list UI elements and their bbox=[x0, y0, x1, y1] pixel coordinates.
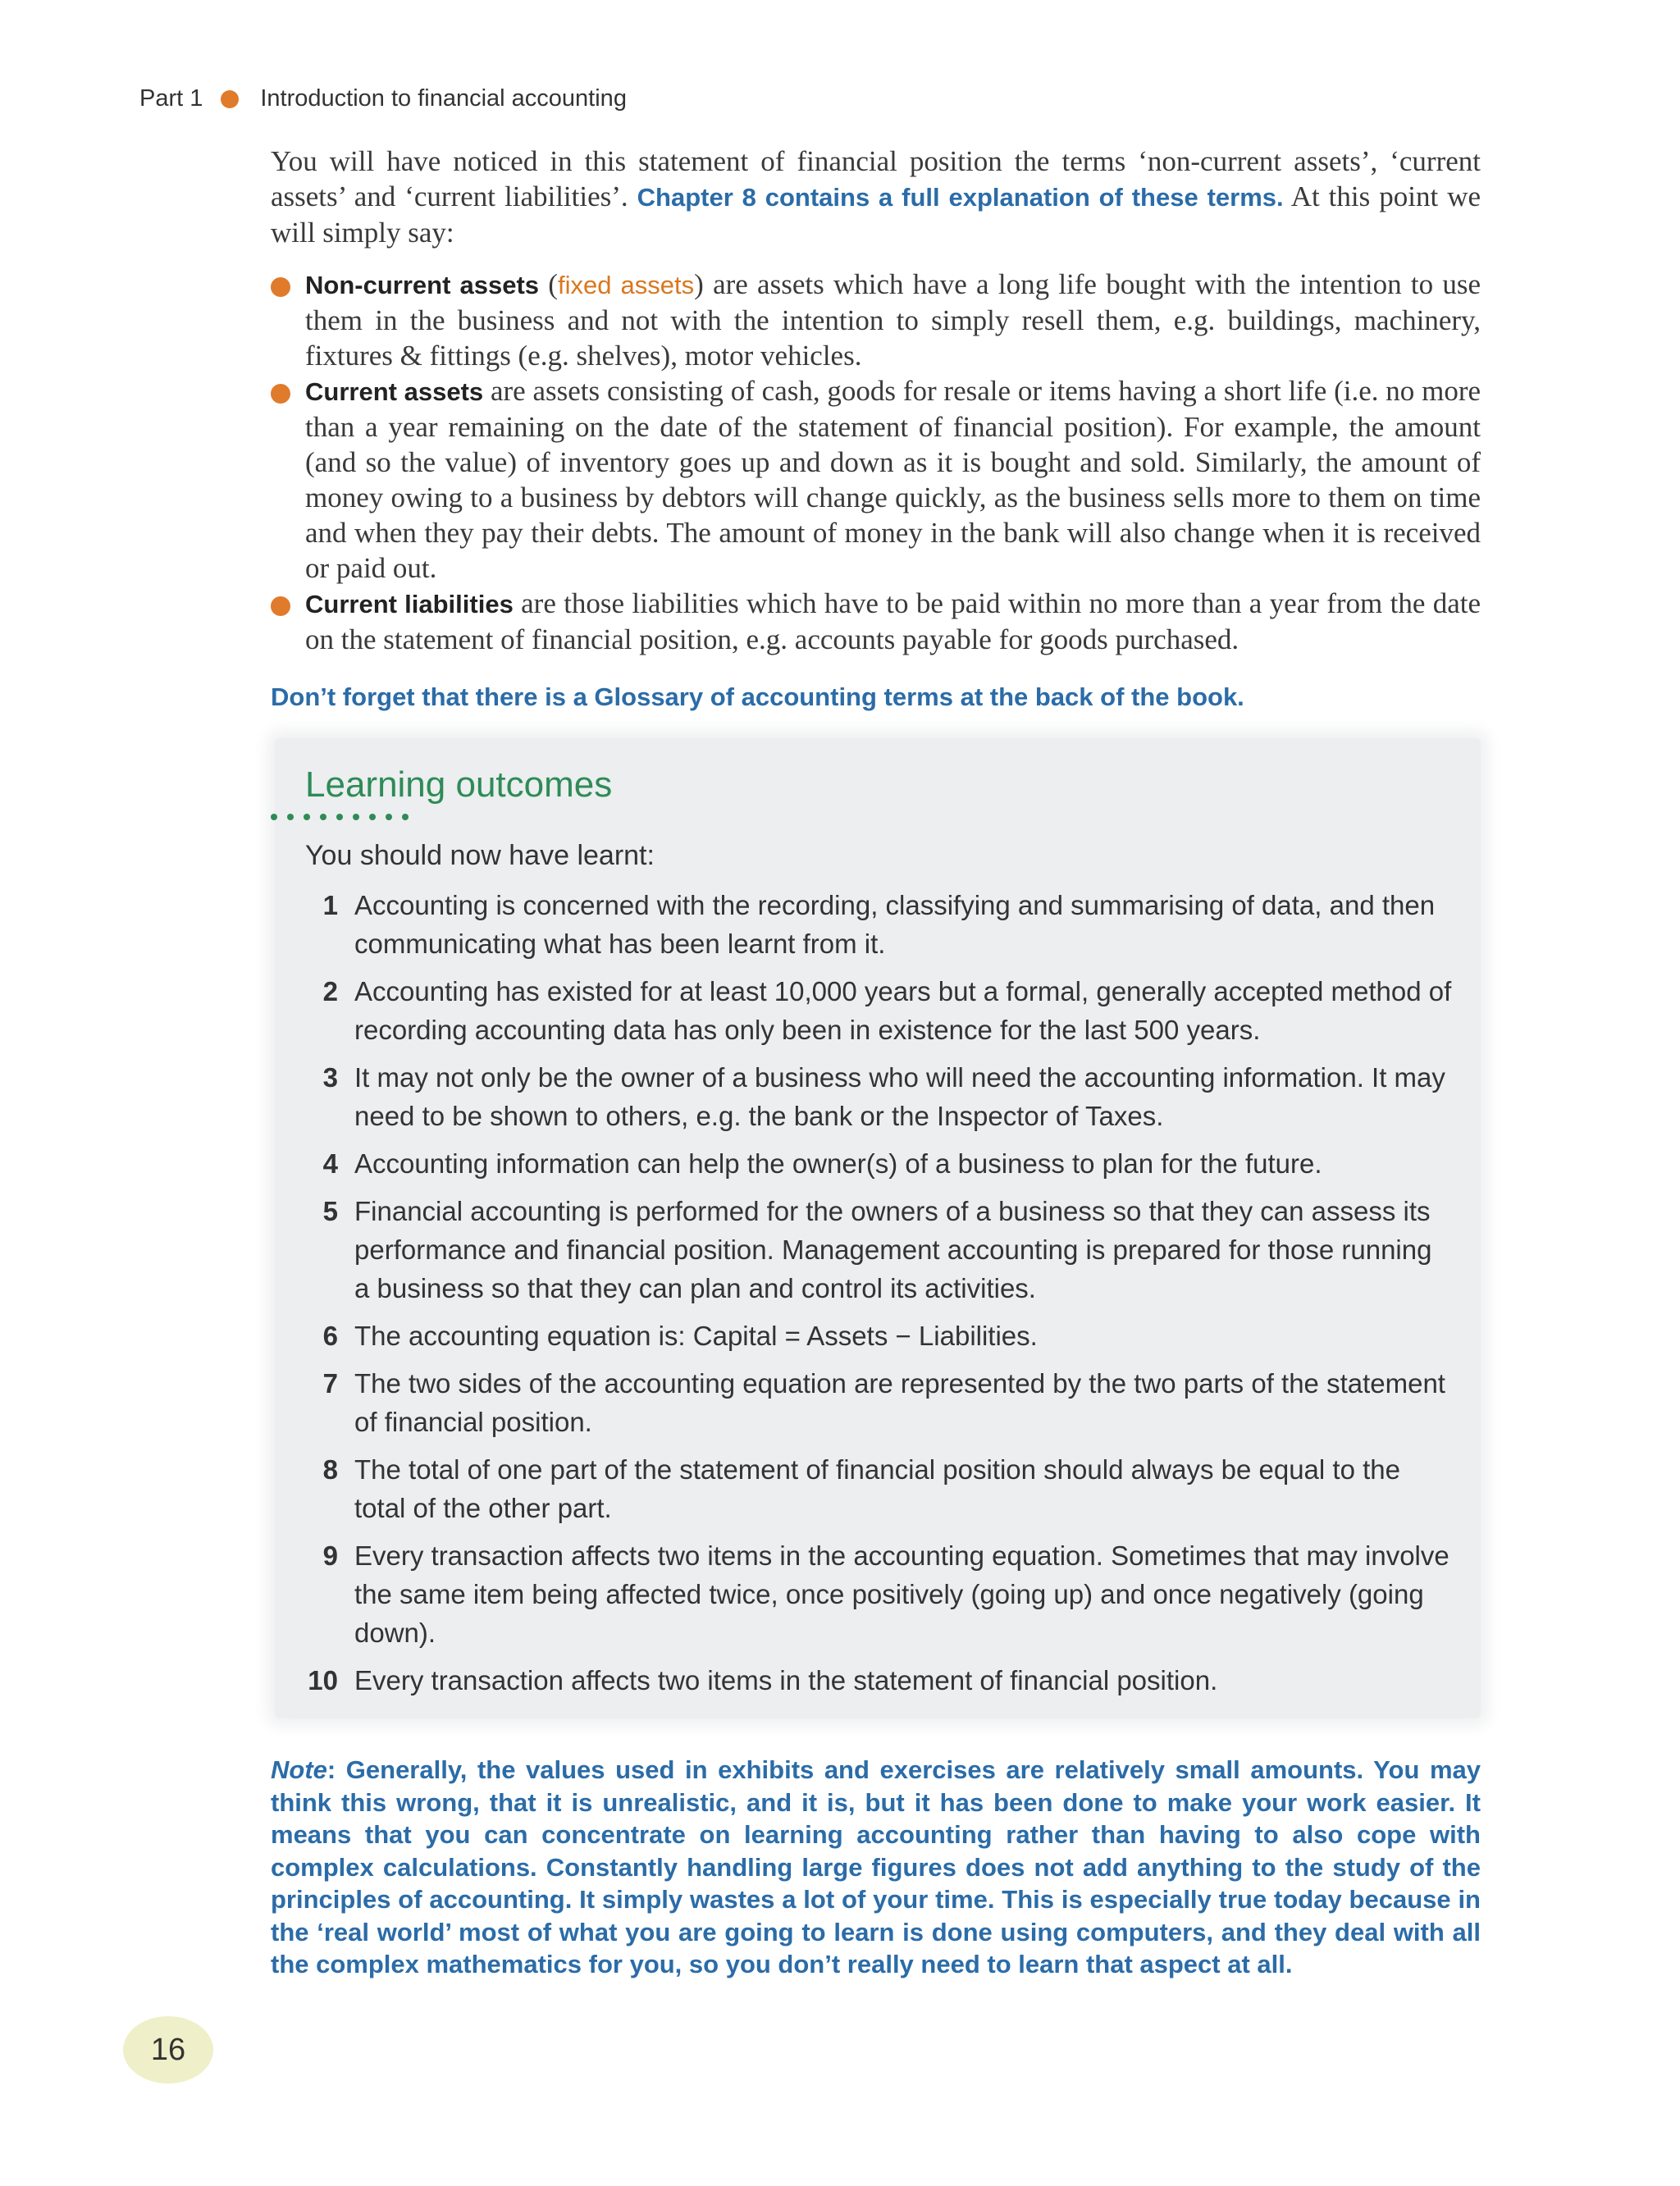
definitions-list bbox=[271, 267, 1481, 657]
outcome-item bbox=[305, 1058, 1454, 1135]
outcome-text: The total of one part of the statement of financial position should always be equal to the total of the other part. bbox=[354, 1454, 1400, 1523]
definition-text: ) are assets which have a long life bought with the intention to use them in the business and not with the intention to simply resell them, e.g. buildings, machinery, fixtures & fittings (e.g. shelves), motor vehicles. bbox=[305, 268, 1481, 372]
intro-text-before: You will have noticed in this statement of financial position the terms ‘non-current assets’, ‘current assets’ and ‘current liabilities’. bbox=[271, 145, 1481, 212]
definition-item bbox=[271, 373, 1481, 586]
part-label: Part 1 bbox=[139, 85, 203, 112]
outcome-item bbox=[305, 1144, 1454, 1183]
outcome-text: The accounting equation is: Capital = Assets − Liabilities. bbox=[354, 1321, 1038, 1351]
outcome-text: Accounting information can help the owner(s) of a business to plan for the future. bbox=[354, 1148, 1322, 1179]
bullet-icon bbox=[271, 277, 290, 297]
page-number: 16 bbox=[123, 2016, 213, 2083]
note-text: : Generally, the values used in exhibits and exercises are relatively small amounts. You may think this wrong, that it is unrealistic, and it is, but it has been done to make your work easier. It means that you can concentrate on learning accounting rather than having to also cope with complex calculations. Constantly handling large figures does not add anything to the study of the principles of accounting. It simply wastes a lot of your time. This is especially true today because in the ‘real world’ most of what you are going to learn is done using computers, and they deal with all the complex mathematics for you, so you don’t really need to learn that aspect at all. bbox=[271, 1755, 1481, 1978]
intro-text-after: At this point we will simply say: bbox=[271, 180, 1481, 249]
outcome-item bbox=[305, 1317, 1454, 1355]
outcome-text: Accounting is concerned with the recording, classifying and summarising of data, and then communicating what has been learnt from it. bbox=[354, 890, 1436, 959]
bullet-icon bbox=[271, 596, 290, 616]
outcome-item bbox=[305, 1661, 1454, 1700]
outcome-item bbox=[305, 1450, 1454, 1527]
bullet-icon bbox=[271, 384, 290, 404]
outcome-number: 8 bbox=[322, 1454, 338, 1485]
alternative-term: fixed assets bbox=[557, 271, 695, 299]
definition-item bbox=[271, 267, 1481, 373]
definition-paren: ( bbox=[539, 268, 558, 300]
chapter-reference: Chapter 8 contains a full explanation of these terms. bbox=[637, 183, 1284, 212]
glossary-reminder: Don’t forget that there is a Glossary of accounting terms at the back of the book. bbox=[271, 682, 1244, 711]
outcome-item bbox=[305, 1192, 1454, 1307]
outcome-item bbox=[305, 1364, 1454, 1441]
intro-paragraph bbox=[271, 144, 1481, 250]
note-paragraph bbox=[271, 1754, 1481, 1981]
learning-outcomes-list bbox=[305, 886, 1454, 1709]
outcome-number: 10 bbox=[308, 1665, 338, 1695]
outcome-number: 3 bbox=[322, 1062, 338, 1093]
definition-term: Current assets bbox=[305, 377, 484, 406]
outcome-text: Financial accounting is performed for the owners of a business so that they can assess its performance and financial position. Management accounting is prepared for those running a business so that they can plan and control its activities. bbox=[354, 1196, 1432, 1303]
outcome-text: Every transaction affects two items in the accounting equation. Sometimes that may involve the same item being affected twice, once positively (going up) and once negatively (going down). bbox=[354, 1540, 1449, 1648]
outcome-text: It may not only be the owner of a business who will need the accounting information. It may need to be shown to others, e.g. the bank or the Inspector of Taxes. bbox=[354, 1062, 1445, 1131]
definition-text: are assets consisting of cash, goods for resale or items having a short life (i.e. no more than a year remaining on the date of the statement of financial position). For example, the amount (and so the value) of inventory goes up and down as it is bought and sold. Similarly, the amount of money owing to a business by debtors will change quickly, as the business sells more to them on time and when they pay their debts. The amount of money in the bank will also change when it is received or paid out. bbox=[305, 375, 1481, 584]
outcome-number: 9 bbox=[322, 1540, 338, 1571]
outcome-text: Every transaction affects two items in the statement of financial position. bbox=[354, 1665, 1218, 1695]
note-label: Note bbox=[271, 1755, 327, 1784]
dotted-rule bbox=[271, 814, 409, 820]
header-bullet-icon bbox=[221, 90, 239, 108]
outcome-item bbox=[305, 972, 1454, 1049]
definition-term: Non-current assets bbox=[305, 271, 540, 299]
outcome-text: The two sides of the accounting equation are represented by the two parts of the statement of financial position. bbox=[354, 1368, 1445, 1437]
outcome-number: 1 bbox=[322, 890, 338, 920]
outcome-item bbox=[305, 886, 1454, 963]
learning-outcomes-title: Learning outcomes bbox=[305, 764, 613, 805]
outcome-text: Accounting has existed for at least 10,000 years but a formal, generally accepted method of recording accounting data has only been in existence for the last 500 years. bbox=[354, 976, 1452, 1045]
outcome-number: 5 bbox=[322, 1196, 338, 1226]
outcome-item bbox=[305, 1536, 1454, 1652]
outcome-number: 4 bbox=[322, 1148, 338, 1179]
outcome-number: 2 bbox=[322, 976, 338, 1006]
definition-term: Current liabilities bbox=[305, 590, 514, 618]
learning-outcomes-subtitle: You should now have learnt: bbox=[305, 840, 655, 871]
outcome-number: 7 bbox=[322, 1368, 338, 1399]
running-header bbox=[139, 85, 627, 112]
chapter-title: Introduction to financial accounting bbox=[260, 85, 627, 112]
outcome-number: 6 bbox=[322, 1321, 338, 1351]
definition-text: are those liabilities which have to be paid within no more than a year from the date on the statement of financial position, e.g. accounts payable for goods purchased. bbox=[305, 587, 1481, 655]
definition-item bbox=[271, 586, 1481, 657]
